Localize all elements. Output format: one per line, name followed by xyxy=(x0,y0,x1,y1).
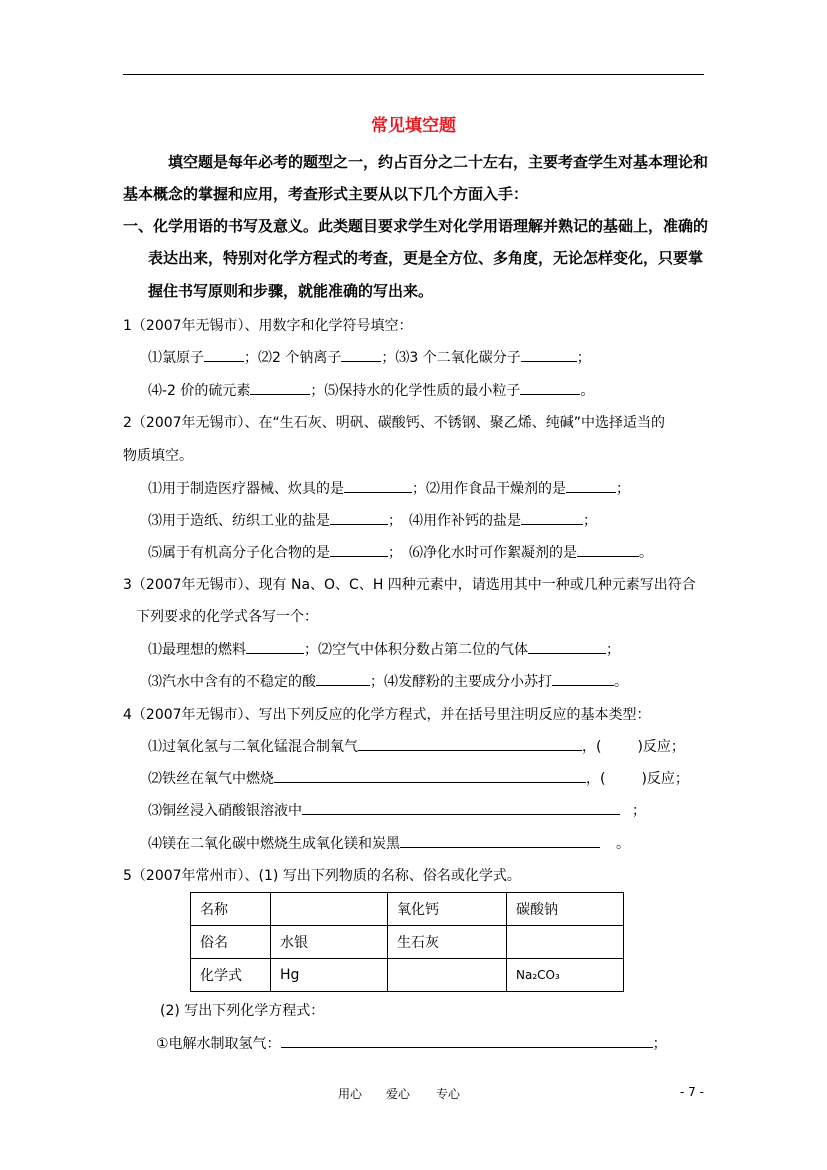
answer-blank[interactable] xyxy=(566,478,616,493)
q2-a1-label: ⑴用于制造医疗器械、炊具的是 xyxy=(148,481,344,497)
table-cell: 氧化钙 xyxy=(388,893,507,926)
q2-row-a xyxy=(148,478,630,498)
q3-stem-1: 3（2007年无锡市）、现有 Na、O、C、H 四种元素中，请选用其中一种或几种元素写出符合 xyxy=(123,577,696,593)
answer-blank[interactable] xyxy=(274,768,586,783)
q2-b-end: ； xyxy=(583,513,597,529)
paren-open: ，( xyxy=(586,771,606,787)
answer-blank[interactable] xyxy=(316,671,370,686)
q3-b2-label: ；⑷发酵粉的主要成分小苏打 xyxy=(370,674,552,690)
q4-row-1 xyxy=(148,736,685,756)
footer-word-2: 爱心 xyxy=(386,1087,411,1101)
q3-a1-label: ⑴最理想的燃料 xyxy=(148,642,246,658)
table-cell: 俗名 xyxy=(191,926,271,959)
period: 。 xyxy=(616,836,630,852)
q3-b1-label: ⑶汽水中含有的不稳定的酸 xyxy=(148,674,316,690)
q3-stem-2: 下列要求的化学式各写一个： xyxy=(136,609,318,625)
q4-item-3-label: ⑶铜丝浸入硝酸银溶液中 xyxy=(148,803,302,819)
q2-row-b xyxy=(148,510,597,530)
q2-a-end: ； xyxy=(616,481,630,497)
semicolon: ； xyxy=(632,803,646,819)
q2-c2-label: ； ⑹净化水时可作絮凝剂的是 xyxy=(388,545,577,561)
q4-stem: 4（2007年无锡市）、写出下列反应的化学方程式，并在括号里注明反应的基本类型： xyxy=(123,707,651,723)
answer-blank[interactable] xyxy=(400,833,600,848)
q1-a2-label: ；⑵2 个钠离子 xyxy=(244,350,342,366)
q2-c-end: 。 xyxy=(639,545,653,561)
answer-blank[interactable] xyxy=(358,736,582,751)
q3-row-a xyxy=(148,639,620,659)
q4-item-1-label: ⑴过氧化氢与二氧化锰混合制氧气 xyxy=(148,739,358,755)
table-cell: 水银 xyxy=(271,926,388,959)
table-cell: 化学式 xyxy=(191,959,271,992)
q2-b1-label: ⑶用于造纸、纺织工业的盐是 xyxy=(148,513,330,529)
q2-row-c xyxy=(148,542,653,562)
q1-row-a xyxy=(148,347,591,367)
table-cell[interactable] xyxy=(271,893,388,926)
section1-line-2: 表达出来，特别对化学方程式的考查，更是全方位、多角度，无论怎样变化，只要掌 xyxy=(148,249,704,267)
table-cell[interactable] xyxy=(388,959,507,992)
answer-blank[interactable] xyxy=(521,347,577,362)
footer-word-3: 专心 xyxy=(436,1087,461,1101)
section1-line-3: 握住书写原则和步骤，就能准确的写出来。 xyxy=(148,282,434,300)
intro-line-2: 基本概念的掌握和应用，考查形式主要从以下几个方面入手： xyxy=(123,185,529,203)
q1-a-end: ； xyxy=(576,350,591,366)
q2-stem-1: 2（2007年无锡市）、在“生石灰、明矾、碳酸钙、不锈钢、聚乙烯、纯碱”中选择适当的 xyxy=(123,415,666,431)
answer-blank[interactable] xyxy=(330,542,388,557)
q1-row-b xyxy=(148,380,594,400)
answer-blank[interactable] xyxy=(528,639,606,654)
answer-blank[interactable] xyxy=(552,671,614,686)
q5-part-2: (2) 写出下列化学方程式： xyxy=(160,1003,325,1019)
q1-b1-label: ⑷-2 价的硫元素 xyxy=(148,383,251,399)
q4-row-2 xyxy=(148,768,689,788)
q4-row-4 xyxy=(148,833,630,853)
table-cell[interactable] xyxy=(507,926,624,959)
paren-close: )反应； xyxy=(641,771,689,787)
q4-item-4-label: ⑷镁在二氧化碳中燃烧生成氧化镁和炭黑 xyxy=(148,836,400,852)
q1-b2-label: ；⑸保持水的化学性质的最小粒子 xyxy=(310,383,521,399)
page-title: 常见填空题 xyxy=(371,116,456,136)
q3-a2-label: ；⑵空气中体积分数占第二位的气体 xyxy=(304,642,528,658)
q2-b2-label: ； ⑷用作补钙的盐是 xyxy=(388,513,521,529)
table-row xyxy=(191,893,624,926)
intro-line-1: 填空题是每年必考的题型之一，约占百分之二十左右，主要考查学生对基本理论和 xyxy=(168,153,709,171)
q1-stem: 1（2007年无锡市）、用数字和化学符号填空： xyxy=(123,318,413,334)
answer-blank[interactable] xyxy=(330,510,388,525)
q5-item-1-row xyxy=(156,1033,667,1053)
header-rule xyxy=(123,74,704,75)
q3-b-end: 。 xyxy=(614,674,628,690)
q1-a3-label: ；⑶3 个二氧化碳分子 xyxy=(381,350,521,366)
answer-blank[interactable] xyxy=(344,478,412,493)
answer-blank[interactable] xyxy=(281,1033,653,1048)
table-cell: 生石灰 xyxy=(388,926,507,959)
table-cell: Hg xyxy=(271,959,388,992)
answer-blank[interactable] xyxy=(302,800,620,815)
answer-blank[interactable] xyxy=(521,510,583,525)
table-cell: 碳酸钠 xyxy=(507,893,624,926)
answer-blank[interactable] xyxy=(246,639,304,654)
paren-open: ，( xyxy=(582,739,602,755)
q4-row-3 xyxy=(148,800,646,820)
q4-item-2-label: ⑵铁丝在氧气中燃烧 xyxy=(148,771,274,787)
q5-stem: 5（2007年常州市）、(1) 写出下列物质的名称、俗名或化学式。 xyxy=(123,868,521,884)
substance-table xyxy=(190,892,624,992)
footer-word-1: 用心 xyxy=(338,1087,363,1101)
q5-item-1-label: ①电解水制取氢气： xyxy=(156,1036,281,1052)
semicolon: ； xyxy=(652,1036,667,1052)
q2-a2-label: ；⑵用作食品干燥剂的是 xyxy=(412,481,566,497)
answer-blank[interactable] xyxy=(250,380,310,395)
answer-blank[interactable] xyxy=(520,380,580,395)
q1-a1-label: ⑴氯原子 xyxy=(148,350,204,366)
answer-blank[interactable] xyxy=(577,542,639,557)
q2-c1-label: ⑸属于有机高分子化合物的是 xyxy=(148,545,330,561)
table-cell: Na₂CO₃ xyxy=(507,959,624,992)
answer-blank[interactable] xyxy=(204,347,244,362)
table-row xyxy=(191,959,624,992)
q3-a-end: ； xyxy=(606,642,620,658)
table-cell: 名称 xyxy=(191,893,271,926)
q2-stem-2: 物质填空。 xyxy=(123,448,193,464)
page-number: - 7 - xyxy=(680,1085,704,1099)
section1-line-1: 一、化学用语的书写及意义。此类题目要求学生对化学用语理解并熟记的基础上，准确的 xyxy=(123,217,709,235)
q3-row-b xyxy=(148,671,628,691)
answer-blank[interactable] xyxy=(341,347,381,362)
table-row xyxy=(191,926,624,959)
q1-b-end: 。 xyxy=(580,383,595,399)
paren-close: )反应； xyxy=(637,739,685,755)
